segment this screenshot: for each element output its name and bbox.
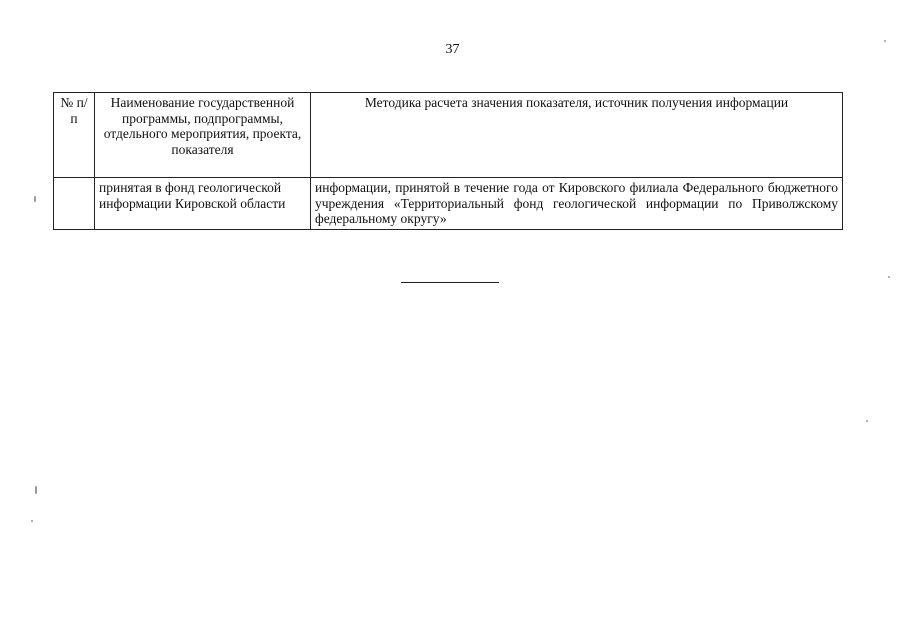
scan-speck xyxy=(34,196,36,202)
closing-divider xyxy=(401,282,499,283)
row-name-cell: принятая в фонд геологической информации Кировской области xyxy=(95,178,311,230)
header-number-cell: № п/п xyxy=(54,93,95,178)
row-number-cell xyxy=(54,178,95,230)
page-number: 37 xyxy=(445,42,460,57)
table-row xyxy=(54,178,843,230)
scan-speck xyxy=(35,486,37,494)
scan-speck xyxy=(884,40,886,42)
scan-speck xyxy=(888,276,890,278)
header-method-cell: Методика расчета значения показателя, источник получения информации xyxy=(311,93,843,178)
header-name-cell: Наименование государственной программы, подпрограммы, отдельного мероприятия, проекта, показателя xyxy=(95,93,311,178)
scan-speck xyxy=(31,520,33,522)
indicator-methodology-table xyxy=(53,92,843,230)
table-header-row xyxy=(54,93,843,178)
scan-speck xyxy=(866,420,868,422)
row-method-cell: информации, принятой в течение года от Кировского филиала Федерального бюджетного учреждения «Территориальный фонд геологической информации по Приволжскому федеральному округу» xyxy=(311,178,843,230)
